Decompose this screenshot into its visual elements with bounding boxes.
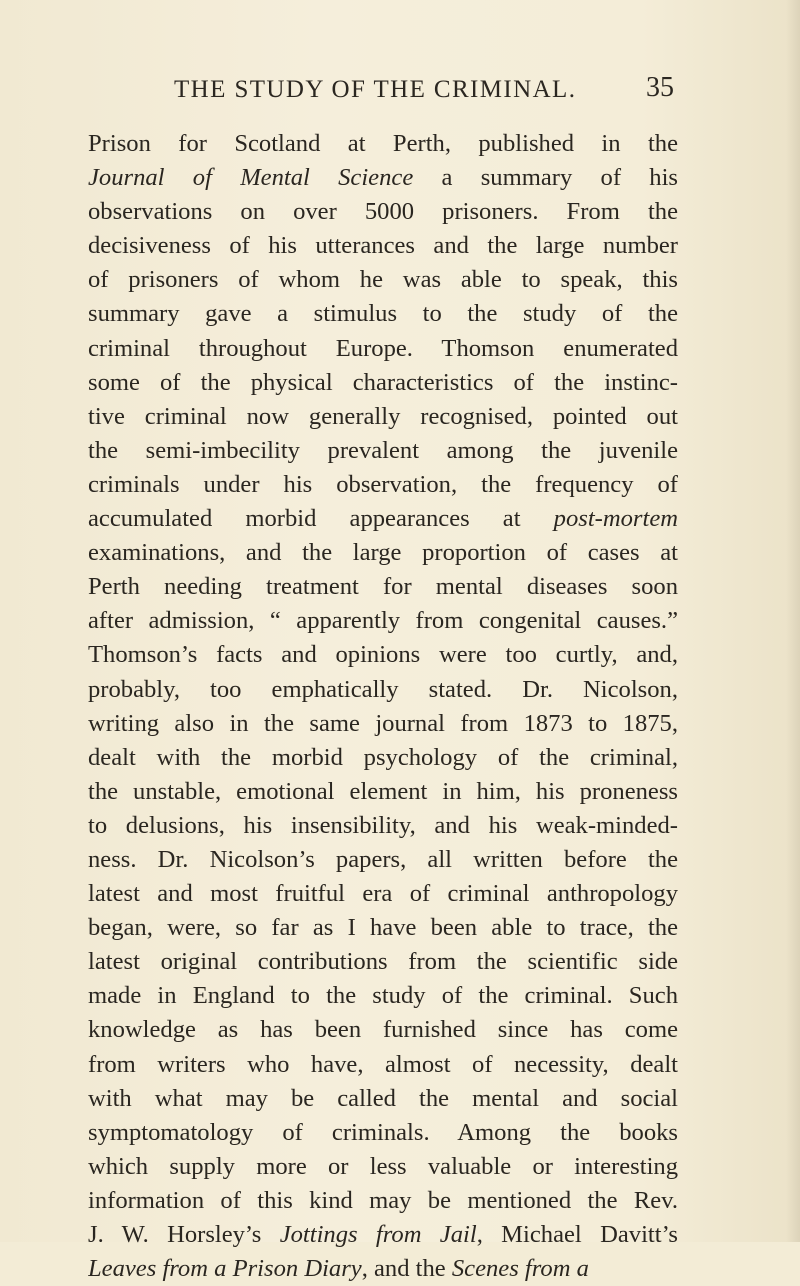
text-line — [88, 775, 678, 809]
text-line — [88, 1150, 678, 1184]
text-line — [88, 297, 678, 331]
text-run: writing also in the same journal from 1873 to 1875, — [88, 709, 678, 737]
text-run: , and the — [361, 1255, 452, 1283]
text-run: Thomson’s facts and opinions were too curtly, and, — [88, 641, 678, 669]
text-line — [88, 1116, 678, 1150]
text-line — [88, 161, 678, 195]
text-run: knowledge as has been furnished since has come — [88, 1016, 678, 1044]
text-line — [88, 195, 678, 229]
text-run: to delusions, his insensibility, and his weak-minded- — [88, 811, 678, 839]
text-run: latest and most fruitful era of criminal anthropology — [88, 880, 678, 908]
text-line — [88, 1252, 678, 1286]
italic-title: post-mortem — [553, 505, 678, 533]
text-line — [88, 366, 678, 400]
body-text — [88, 127, 678, 1286]
text-line — [88, 332, 678, 366]
text-run: information of this kind may be mentioned the Rev. — [88, 1186, 678, 1214]
page-number: 35 — [646, 72, 674, 103]
text-run: latest original contributions from the scientific side — [88, 948, 678, 976]
text-line — [88, 1013, 678, 1047]
page-edge-shadow — [786, 0, 800, 1242]
text-line — [88, 604, 678, 638]
text-run: dealt with the morbid psychology of the criminal, — [88, 743, 678, 771]
text-run: which supply more or less valuable or interesting — [88, 1152, 678, 1180]
running-head: THE STUDY OF THE CRIMINAL. — [174, 76, 577, 103]
text-run: the unstable, emotional element in him, his proneness — [88, 777, 678, 805]
text-run: criminals under his observation, the frequency of — [88, 470, 678, 498]
text-run: , Michael Davitt’s — [476, 1221, 678, 1248]
text-run: Prison for Scotland at Perth, published in the — [88, 130, 678, 157]
text-run: some of the physical characteristics of the instinc- — [88, 368, 678, 396]
text-line — [88, 400, 678, 434]
text-line — [88, 502, 678, 536]
text-run: probably, too emphatically stated. Dr. Nicolson, — [88, 675, 678, 703]
text-line — [88, 979, 678, 1013]
text-line — [88, 673, 678, 707]
text-run: a summary of his — [413, 164, 678, 192]
text-run: symptomatology of criminals. Among the books — [88, 1118, 678, 1146]
text-run: began, were, so far as I have been able to trace, the — [88, 914, 678, 942]
text-line — [88, 911, 678, 945]
text-line — [88, 1048, 678, 1082]
text-run: ness. Dr. Nicolson’s papers, all written before the — [88, 845, 678, 873]
text-run: of prisoners of whom he was able to speak, this — [88, 266, 678, 294]
text-line — [88, 1082, 678, 1116]
text-run: examinations, and the large proportion of cases at — [88, 539, 678, 567]
italic-title: Journal of Mental Science — [88, 164, 414, 192]
text-line — [88, 536, 678, 570]
text-run: J. W. Horsley’s — [88, 1221, 280, 1248]
text-line — [88, 434, 678, 468]
text-line — [88, 809, 678, 843]
text-run: summary gave a stimulus to the study of the — [88, 300, 678, 328]
italic-title: Leaves from a Prison Diary — [88, 1255, 362, 1283]
text-run: criminal throughout Europe. Thomson enumerated — [88, 334, 678, 362]
text-line — [88, 127, 678, 161]
italic-title: Jottings from Jail — [279, 1221, 477, 1248]
text-line — [88, 1218, 678, 1252]
text-line — [88, 707, 678, 741]
text-run: tive criminal now generally recognised, pointed out — [88, 402, 678, 430]
italic-title: Scenes from a — [451, 1255, 589, 1283]
text-run: made in England to the study of the criminal. Such — [88, 982, 678, 1010]
text-run: after admission, “ apparently from congenital causes.” — [88, 607, 678, 635]
text-line — [88, 877, 678, 911]
text-line — [88, 741, 678, 775]
text-line — [88, 638, 678, 672]
text-line — [88, 1184, 678, 1218]
text-line — [88, 468, 678, 502]
text-line — [88, 945, 678, 979]
text-run: the semi-imbecility prevalent among the juvenile — [88, 436, 678, 464]
text-line — [88, 843, 678, 877]
text-run: observations on over 5000 prisoners. From the — [88, 198, 678, 226]
text-run: from writers who have, almost of necessity, dealt — [88, 1050, 678, 1078]
text-run: Perth needing treatment for mental diseases soon — [88, 573, 678, 601]
text-run: with what may be called the mental and social — [88, 1084, 678, 1112]
text-line — [88, 263, 678, 297]
text-line — [88, 570, 678, 604]
text-run: decisiveness of his utterances and the large number — [88, 232, 678, 260]
text-line — [88, 229, 678, 263]
text-run: accumulated morbid appearances at — [88, 505, 554, 533]
